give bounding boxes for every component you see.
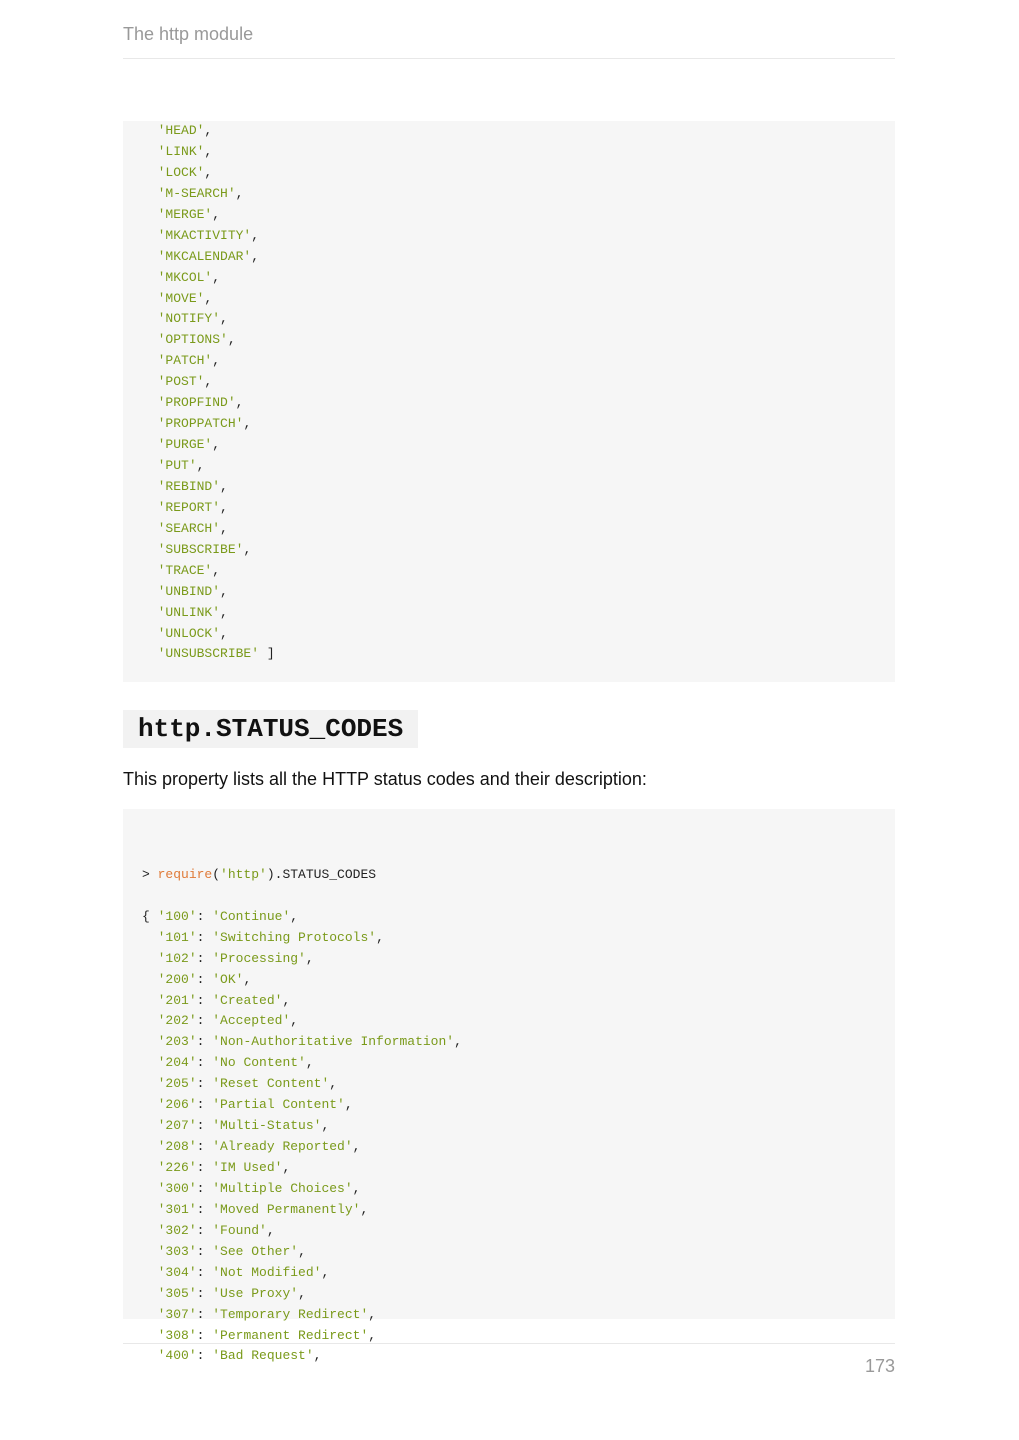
status-code-key: '200' [157, 971, 197, 987]
method-string: 'PATCH' [157, 353, 213, 369]
status-code-key: '101' [157, 929, 197, 945]
comma: , [204, 290, 213, 306]
method-string: 'PROPPATCH' [157, 416, 244, 432]
comma: , [266, 1222, 275, 1238]
comma: , [344, 1097, 353, 1113]
repl-prompt: > [142, 866, 158, 882]
comma: , [251, 248, 260, 264]
status-code-key: '308' [157, 1327, 197, 1343]
code-indent [142, 1013, 158, 1028]
status-code-key: '201' [157, 992, 197, 1008]
comma: , [298, 1243, 306, 1259]
code-line [142, 414, 895, 435]
status-code-key: '301' [157, 1201, 197, 1217]
status-code-key: '208' [157, 1139, 197, 1155]
status-code-text: 'Non-Authoritative Information' [212, 1034, 455, 1050]
comma: , [282, 992, 291, 1008]
code-indent [142, 1244, 158, 1259]
comma: , [212, 437, 221, 453]
code-line [142, 582, 895, 603]
status-code-key: '206' [157, 1097, 197, 1113]
comma: , [321, 1118, 330, 1134]
comma: , [204, 164, 213, 180]
comma: , [204, 123, 213, 138]
method-string: 'UNLINK' [157, 604, 221, 620]
section-description: This property lists all the HTTP status codes and their description: [123, 769, 647, 789]
code-indent [142, 626, 158, 641]
method-string: 'TRACE' [157, 562, 213, 578]
comma: , [368, 1306, 377, 1322]
code-indent [142, 542, 158, 557]
colon: : [196, 1222, 213, 1238]
code-indent [142, 374, 158, 389]
code-line [142, 1179, 895, 1200]
comma: , [454, 1034, 462, 1050]
comma: , [204, 143, 213, 159]
status-code-key: '400' [157, 1348, 197, 1364]
colon: : [196, 1243, 213, 1259]
code-line-require [142, 865, 895, 886]
code-line [142, 163, 895, 184]
code-line [142, 477, 895, 498]
array-close: ] [259, 646, 275, 662]
comma: , [220, 583, 228, 599]
code-line [142, 1305, 895, 1326]
method-string: 'LOCK' [157, 164, 205, 180]
comma: , [360, 1201, 369, 1217]
comma: , [220, 625, 228, 641]
code-indent [142, 1328, 158, 1343]
comma: , [220, 478, 228, 494]
module-argument: 'http' [220, 866, 267, 882]
status-code-text: 'Already Reported' [212, 1139, 353, 1155]
status-code-key: '300' [157, 1180, 197, 1196]
method-string: 'M-SEARCH' [157, 185, 236, 201]
status-code-text: 'Bad Request' [212, 1348, 314, 1364]
method-string: 'UNLOCK' [157, 625, 221, 641]
method-string: 'UNBIND' [157, 583, 221, 599]
status-code-text: 'Permanent Redirect' [212, 1327, 369, 1343]
colon: : [196, 1285, 213, 1301]
method-string: 'MKCOL' [157, 269, 213, 285]
comma: , [220, 520, 228, 536]
code-line [142, 226, 895, 247]
code-indent [142, 1097, 158, 1112]
colon: : [196, 1348, 213, 1364]
code-line [142, 351, 895, 372]
running-header: The http module [123, 24, 254, 44]
code-indent [142, 186, 158, 201]
comma: , [212, 269, 221, 285]
code-line [142, 393, 895, 414]
comma: , [290, 1013, 299, 1029]
code-indent [142, 395, 158, 410]
method-string: 'PROPFIND' [157, 395, 236, 411]
method-string: 'HEAD' [157, 123, 205, 138]
status-code-key: '307' [157, 1306, 197, 1322]
code-line [142, 268, 895, 289]
code-indent [142, 437, 158, 452]
method-string: 'OPTIONS' [157, 332, 228, 348]
method-string: 'MERGE' [157, 206, 213, 222]
status-code-text: 'Accepted' [212, 1013, 291, 1029]
code-indent [142, 207, 158, 222]
code-line [142, 1200, 895, 1221]
code-indent [142, 1223, 158, 1238]
code-indent [142, 479, 158, 494]
code-line [142, 142, 895, 163]
code-indent [142, 144, 158, 159]
method-string: 'POST' [157, 374, 205, 390]
status-code-key: '203' [157, 1034, 197, 1050]
section-heading: http.STATUS_CODES [123, 710, 418, 748]
comma: , [196, 458, 205, 473]
status-code-key: '304' [157, 1264, 197, 1280]
status-code-text: 'IM Used' [212, 1160, 283, 1176]
method-string: 'NOTIFY' [157, 311, 221, 327]
status-code-key: '207' [157, 1118, 197, 1134]
open-paren: ( [212, 866, 221, 882]
status-code-key: '202' [157, 1013, 197, 1029]
code-line [142, 205, 895, 226]
method-string: 'PUT' [157, 458, 197, 473]
method-string: 'PURGE' [157, 437, 213, 453]
colon: : [196, 1034, 213, 1050]
comma: , [212, 562, 221, 578]
code-indent [142, 1348, 158, 1363]
code-indent [142, 123, 158, 138]
comma: , [305, 950, 314, 966]
comma: , [243, 971, 252, 987]
code-indent [142, 972, 158, 987]
code-line [142, 1074, 895, 1095]
code-indent [142, 1055, 158, 1070]
status-code-text: 'Use Proxy' [212, 1285, 299, 1301]
status-code-key: '204' [157, 1055, 197, 1071]
comma: , [251, 227, 260, 243]
status-code-text: 'Found' [212, 1222, 267, 1238]
status-code-key: '102' [157, 950, 197, 966]
code-line [142, 1137, 895, 1158]
code-line [142, 970, 895, 991]
status-code-key: '226' [157, 1160, 197, 1176]
method-string: 'REBIND' [157, 478, 221, 494]
code-line [142, 1011, 895, 1032]
colon: : [196, 1118, 213, 1134]
colon: : [196, 1139, 213, 1155]
comma: , [204, 374, 213, 390]
header-divider [123, 58, 895, 59]
code-line [142, 644, 895, 665]
comma: , [352, 1139, 361, 1155]
code-line [142, 624, 895, 645]
code-indent [142, 646, 158, 661]
comma: , [235, 395, 244, 411]
code-line [142, 1053, 895, 1074]
code-line [142, 435, 895, 456]
code-indent [142, 500, 158, 515]
status-code-key: '205' [157, 1076, 197, 1092]
code-indent [142, 521, 158, 536]
code-line [142, 928, 895, 949]
code-indent [142, 353, 158, 368]
code-indent [142, 332, 158, 347]
comma: , [220, 604, 228, 620]
colon: : [196, 1055, 213, 1071]
code-indent [142, 1202, 158, 1217]
comma: , [212, 353, 221, 369]
code-indent [142, 584, 158, 599]
status-code-text: 'Multiple Choices' [212, 1180, 353, 1196]
status-code-text: 'OK' [212, 971, 244, 987]
code-indent [142, 930, 158, 945]
code-indent [142, 416, 158, 431]
colon: : [196, 1076, 213, 1092]
method-string: 'REPORT' [157, 499, 221, 515]
comma: , [227, 332, 236, 348]
colon: : [196, 1306, 213, 1322]
code-line [142, 1032, 895, 1053]
colon: : [196, 1013, 213, 1029]
colon: : [196, 1097, 213, 1113]
footer-divider [123, 1343, 895, 1344]
colon: : [196, 1264, 213, 1280]
code-indent [142, 270, 158, 285]
http-methods-code-block [123, 121, 895, 682]
comma: , [321, 1264, 330, 1280]
status-code-key: '302' [157, 1222, 197, 1238]
status-code-text: 'Partial Content' [212, 1097, 345, 1113]
code-line [142, 456, 895, 477]
code-indent [142, 228, 158, 243]
comma: , [220, 499, 228, 515]
code-line [142, 121, 895, 142]
code-indent [142, 1118, 158, 1133]
code-line [142, 1242, 895, 1263]
comma: , [305, 1055, 314, 1071]
code-indent [142, 1139, 158, 1154]
status-code-key: '305' [157, 1285, 197, 1301]
colon: : [196, 1160, 213, 1176]
method-string: 'MOVE' [157, 290, 205, 306]
status-code-key: '100' [157, 908, 197, 924]
comma: , [352, 1180, 361, 1196]
code-indent [142, 1286, 158, 1301]
require-function: require [157, 866, 213, 882]
status-code-text: 'Processing' [212, 950, 306, 966]
status-code-text: 'Not Modified' [212, 1264, 322, 1280]
code-line [142, 561, 895, 582]
code-line [142, 519, 895, 540]
object-open: { [142, 908, 158, 924]
status-codes-accessor: ).STATUS_CODES [266, 866, 377, 882]
code-line [142, 1095, 895, 1116]
code-line [142, 1284, 895, 1305]
colon: : [196, 992, 213, 1008]
code-indent [142, 311, 158, 326]
method-string: 'MKCALENDAR' [157, 248, 252, 264]
code-indent [142, 458, 158, 473]
colon: : [196, 1201, 213, 1217]
code-line [142, 372, 895, 393]
code-indent [142, 165, 158, 180]
method-string: 'MKACTIVITY' [157, 227, 252, 243]
comma: , [376, 929, 384, 945]
status-code-text: 'Switching Protocols' [212, 929, 377, 945]
comma: , [220, 311, 228, 327]
status-code-text: 'Reset Content' [212, 1076, 330, 1092]
comma: , [212, 206, 221, 222]
code-line [142, 184, 895, 205]
code-line [142, 540, 895, 561]
code-line [142, 498, 895, 519]
code-indent [142, 563, 158, 578]
comma: , [329, 1076, 338, 1092]
code-indent [142, 291, 158, 306]
status-code-text: 'See Other' [212, 1243, 299, 1259]
code-line [142, 289, 895, 310]
status-code-text: 'Multi-Status' [212, 1118, 322, 1134]
code-indent [142, 1265, 158, 1280]
code-line [142, 1346, 895, 1367]
colon: : [196, 1327, 213, 1343]
status-code-text: 'Created' [212, 992, 283, 1008]
comma: , [235, 185, 244, 201]
status-code-text: 'No Content' [212, 1055, 306, 1071]
code-indent [142, 1160, 158, 1175]
code-line [142, 1221, 895, 1242]
status-code-key: '303' [157, 1243, 197, 1259]
colon: : [196, 929, 213, 945]
code-line [142, 991, 895, 1012]
code-line [142, 1116, 895, 1137]
code-indent [142, 605, 158, 620]
status-code-text: 'Moved Permanently' [212, 1201, 361, 1217]
code-line [142, 603, 895, 624]
code-indent [142, 1034, 158, 1049]
code-indent [142, 1307, 158, 1322]
code-indent [142, 249, 158, 264]
code-line [142, 309, 895, 330]
comma: , [298, 1285, 306, 1301]
comma: , [313, 1348, 322, 1364]
code-indent [142, 993, 158, 1008]
code-line [142, 247, 895, 268]
status-code-text: 'Continue' [212, 908, 291, 924]
method-string: 'SEARCH' [157, 520, 221, 536]
code-line [142, 907, 895, 928]
code-indent [142, 1181, 158, 1196]
colon: : [196, 1180, 213, 1196]
comma: , [368, 1327, 377, 1343]
code-indent [142, 951, 158, 966]
comma: , [243, 541, 252, 557]
comma: , [282, 1160, 291, 1176]
code-indent [142, 1076, 158, 1091]
status-codes-code-block [123, 809, 895, 1364]
code-line [142, 1263, 895, 1284]
method-string: 'UNSUBSCRIBE' [157, 646, 260, 662]
code-line [142, 949, 895, 970]
method-string: 'LINK' [157, 143, 205, 159]
colon: : [196, 908, 213, 924]
page-number: 173 [864, 1356, 895, 1376]
code-line [142, 1158, 895, 1179]
colon: : [196, 971, 213, 987]
code-line [142, 330, 895, 351]
status-code-text: 'Temporary Redirect' [212, 1306, 369, 1322]
colon: : [196, 950, 213, 966]
comma: , [290, 908, 299, 924]
method-string: 'SUBSCRIBE' [157, 541, 244, 557]
comma: , [243, 416, 252, 432]
